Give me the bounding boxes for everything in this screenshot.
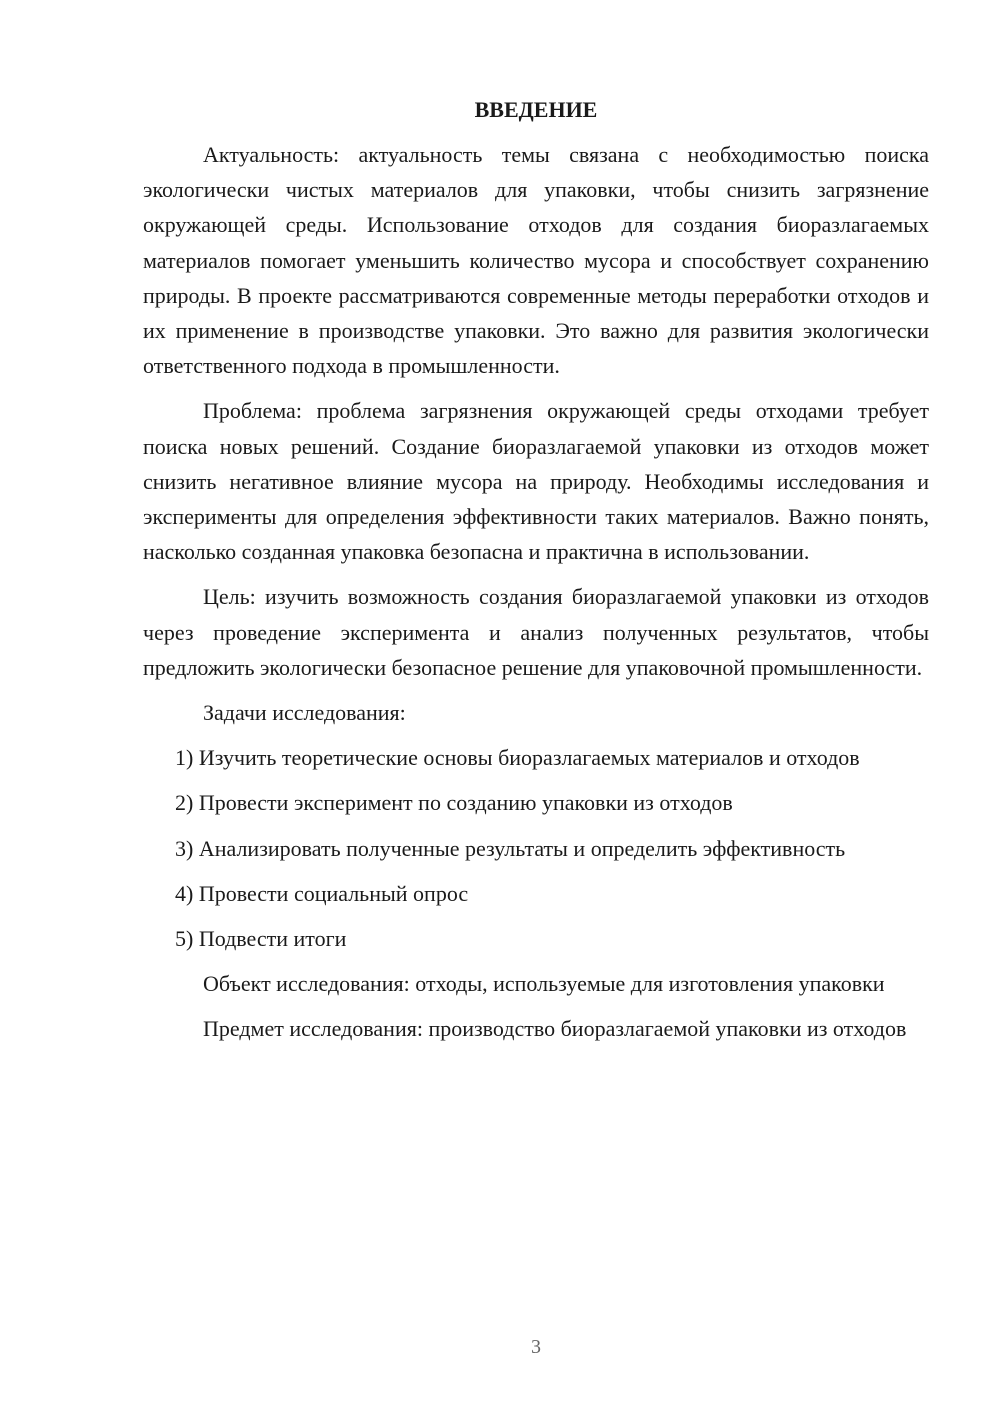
- page-title: ВВЕДЕНИЕ: [474, 97, 598, 122]
- page-number: 3: [531, 1336, 541, 1358]
- task-item: 5) Подвести итоги: [175, 926, 347, 952]
- task-list: [143, 740, 929, 956]
- paragraph-research-object: Объект исследования: отходы, используемые для изготовления упаковки: [203, 971, 885, 997]
- paragraph-problem: Проблема: проблема загрязнения окружающей среды отходами требует поиска новых решений. Создание биоразлагаемой упаковки из отходов может снизить негативное влияние мусора на природу. Необходимы исследования и эксперименты для определения эффективности таких материалов. Важно понять, насколько созданная упаковка безопасна и практична в использовании.: [143, 398, 929, 565]
- task-item: 4) Провести социальный опрос: [175, 880, 469, 906]
- paragraph-tasks-heading: Задачи исследования:: [203, 700, 406, 726]
- document-body: [143, 92, 929, 1057]
- paragraph-relevance: Актуальность: актуальность темы связана с необходимостью поиска экологически чистых материалов для упаковки, чтобы снизить загрязнение окружающей среды. Использование отходов для создания биоразлагаемых материалов помогает уменьшить количество мусора и способствует сохранению природы. В проекте рассматриваются современные методы переработки отходов и их применение в производстве упаковки. Это важно для развития экологически ответственного подхода в промышленности.: [143, 142, 929, 379]
- paragraph-goal: Цель: изучить возможность создания биоразлагаемой упаковки из отходов через проведение эксперимента и анализ полученных результатов, чтобы предложить экологически безопасное решение для упаковочной промышленности.: [143, 584, 929, 680]
- task-item: 2) Провести эксперимент по созданию упаковки из отходов: [175, 790, 733, 816]
- task-item: 1) Изучить теоретические основы биоразлагаемых материалов и отходов: [175, 745, 860, 771]
- paragraph-research-subject: Предмет исследования: производство биоразлагаемой упаковки из отходов: [203, 1016, 907, 1042]
- task-item: 3) Анализировать полученные результаты и определить эффективность: [175, 835, 846, 861]
